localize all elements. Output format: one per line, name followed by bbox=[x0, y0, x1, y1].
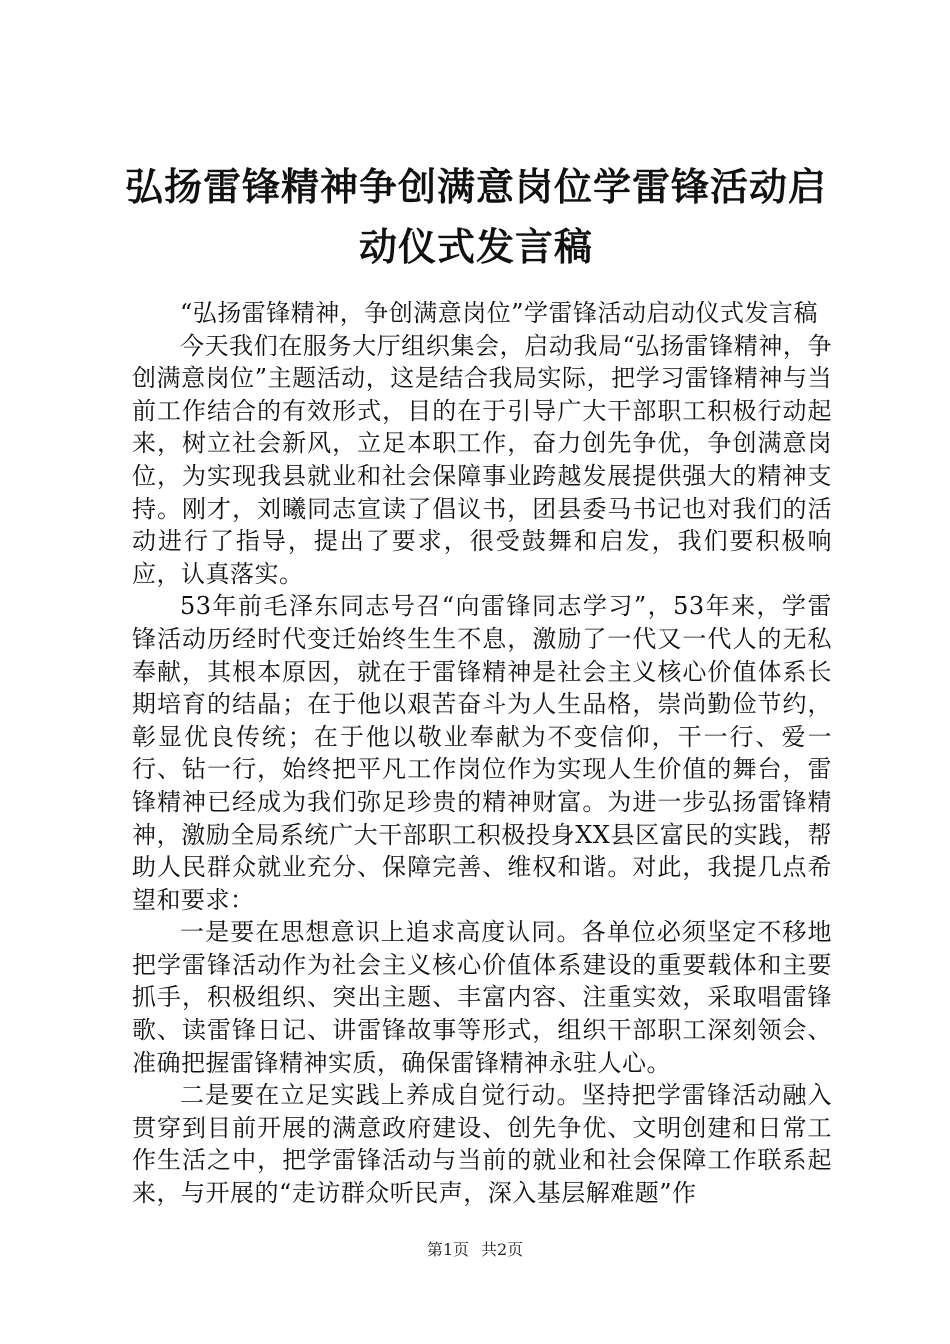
paragraph-heading: “弘扬雷锋精神，争创满意岗位”学雷锋活动启动仪式发言稿 bbox=[180, 299, 819, 327]
page-total: 共2页 bbox=[481, 1240, 524, 1259]
paragraph-background: 53年前毛泽东同志号召“向雷锋同志学习”，53年来，学雷锋活动历经时代变迁始终生生不息，激励了一代又一代人的无私奉献，其根本原因，就在于雷锋精神是社会主义核心价值体系长期培育的结晶；在于他以艰苦奋斗为人生品格，崇尚勤俭节约，彰显优良传统；在于他以敬业奉献为不变信仰，干一行、爱一行、钻一行，始终把平凡工作岗位作为实现人生价值的舞台，雷锋精神已经成为我们弥足珍贵的精神财富。为进一步弘扬雷锋精神，激励全局系统广大干部职工积极投身XX县区富民的实践，帮助人民群众就业充分、保障完善、维权和谐。对此，我提几点希望和要求： bbox=[132, 592, 832, 914]
page-footer bbox=[0, 1237, 950, 1260]
document-body bbox=[132, 297, 832, 1210]
document-title: 弘扬雷锋精神争创满意岗位学雷锋活动启动仪式发言稿 bbox=[124, 164, 827, 269]
page-number: 第1页 bbox=[426, 1240, 469, 1259]
paragraph-intro: 今天我们在服务大厅组织集会，启动我局“弘扬雷锋精神，争创满意岗位”主题活动，这是结合我局实际，把学习雷锋精神与当前工作结合的有效形式，目的在于引导广大干部职工积极行动起来，树立社会新风，立足本职工作，奋力创先争优，争创满意岗位，为实现我县就业和社会保障事业跨越发展提供强大的精神支持。刚才，刘曦同志宣读了倡议书，团县委马书记也对我们的活动进行了指导，提出了要求，很受鼓舞和启发，我们要积极响应，认真落实。 bbox=[132, 331, 832, 588]
paragraph-point-one: 一是要在思想意识上追求高度认同。各单位必须坚定不移地把学雷锋活动作为社会主义核心价值体系建设的重要载体和主要抓手，积极组织、突出主题、丰富内容、注重实效，采取唱雷锋歌、读雷锋日记、讲雷锋故事等形式，组织干部职工深刻领会、准确把握雷锋精神实质，确保雷锋精神永驻人心。 bbox=[132, 918, 832, 1077]
paragraph-point-two: 二是要在立足实践上养成自觉行动。坚持把学雷锋活动融入贯穿到目前开展的满意政府建设、创先争优、文明创建和日常工作生活之中，把学雷锋活动与当前的就业和社会保障工作联系起来，与开展的“走访群众听民声，深入基层解难题”作 bbox=[132, 1081, 832, 1208]
